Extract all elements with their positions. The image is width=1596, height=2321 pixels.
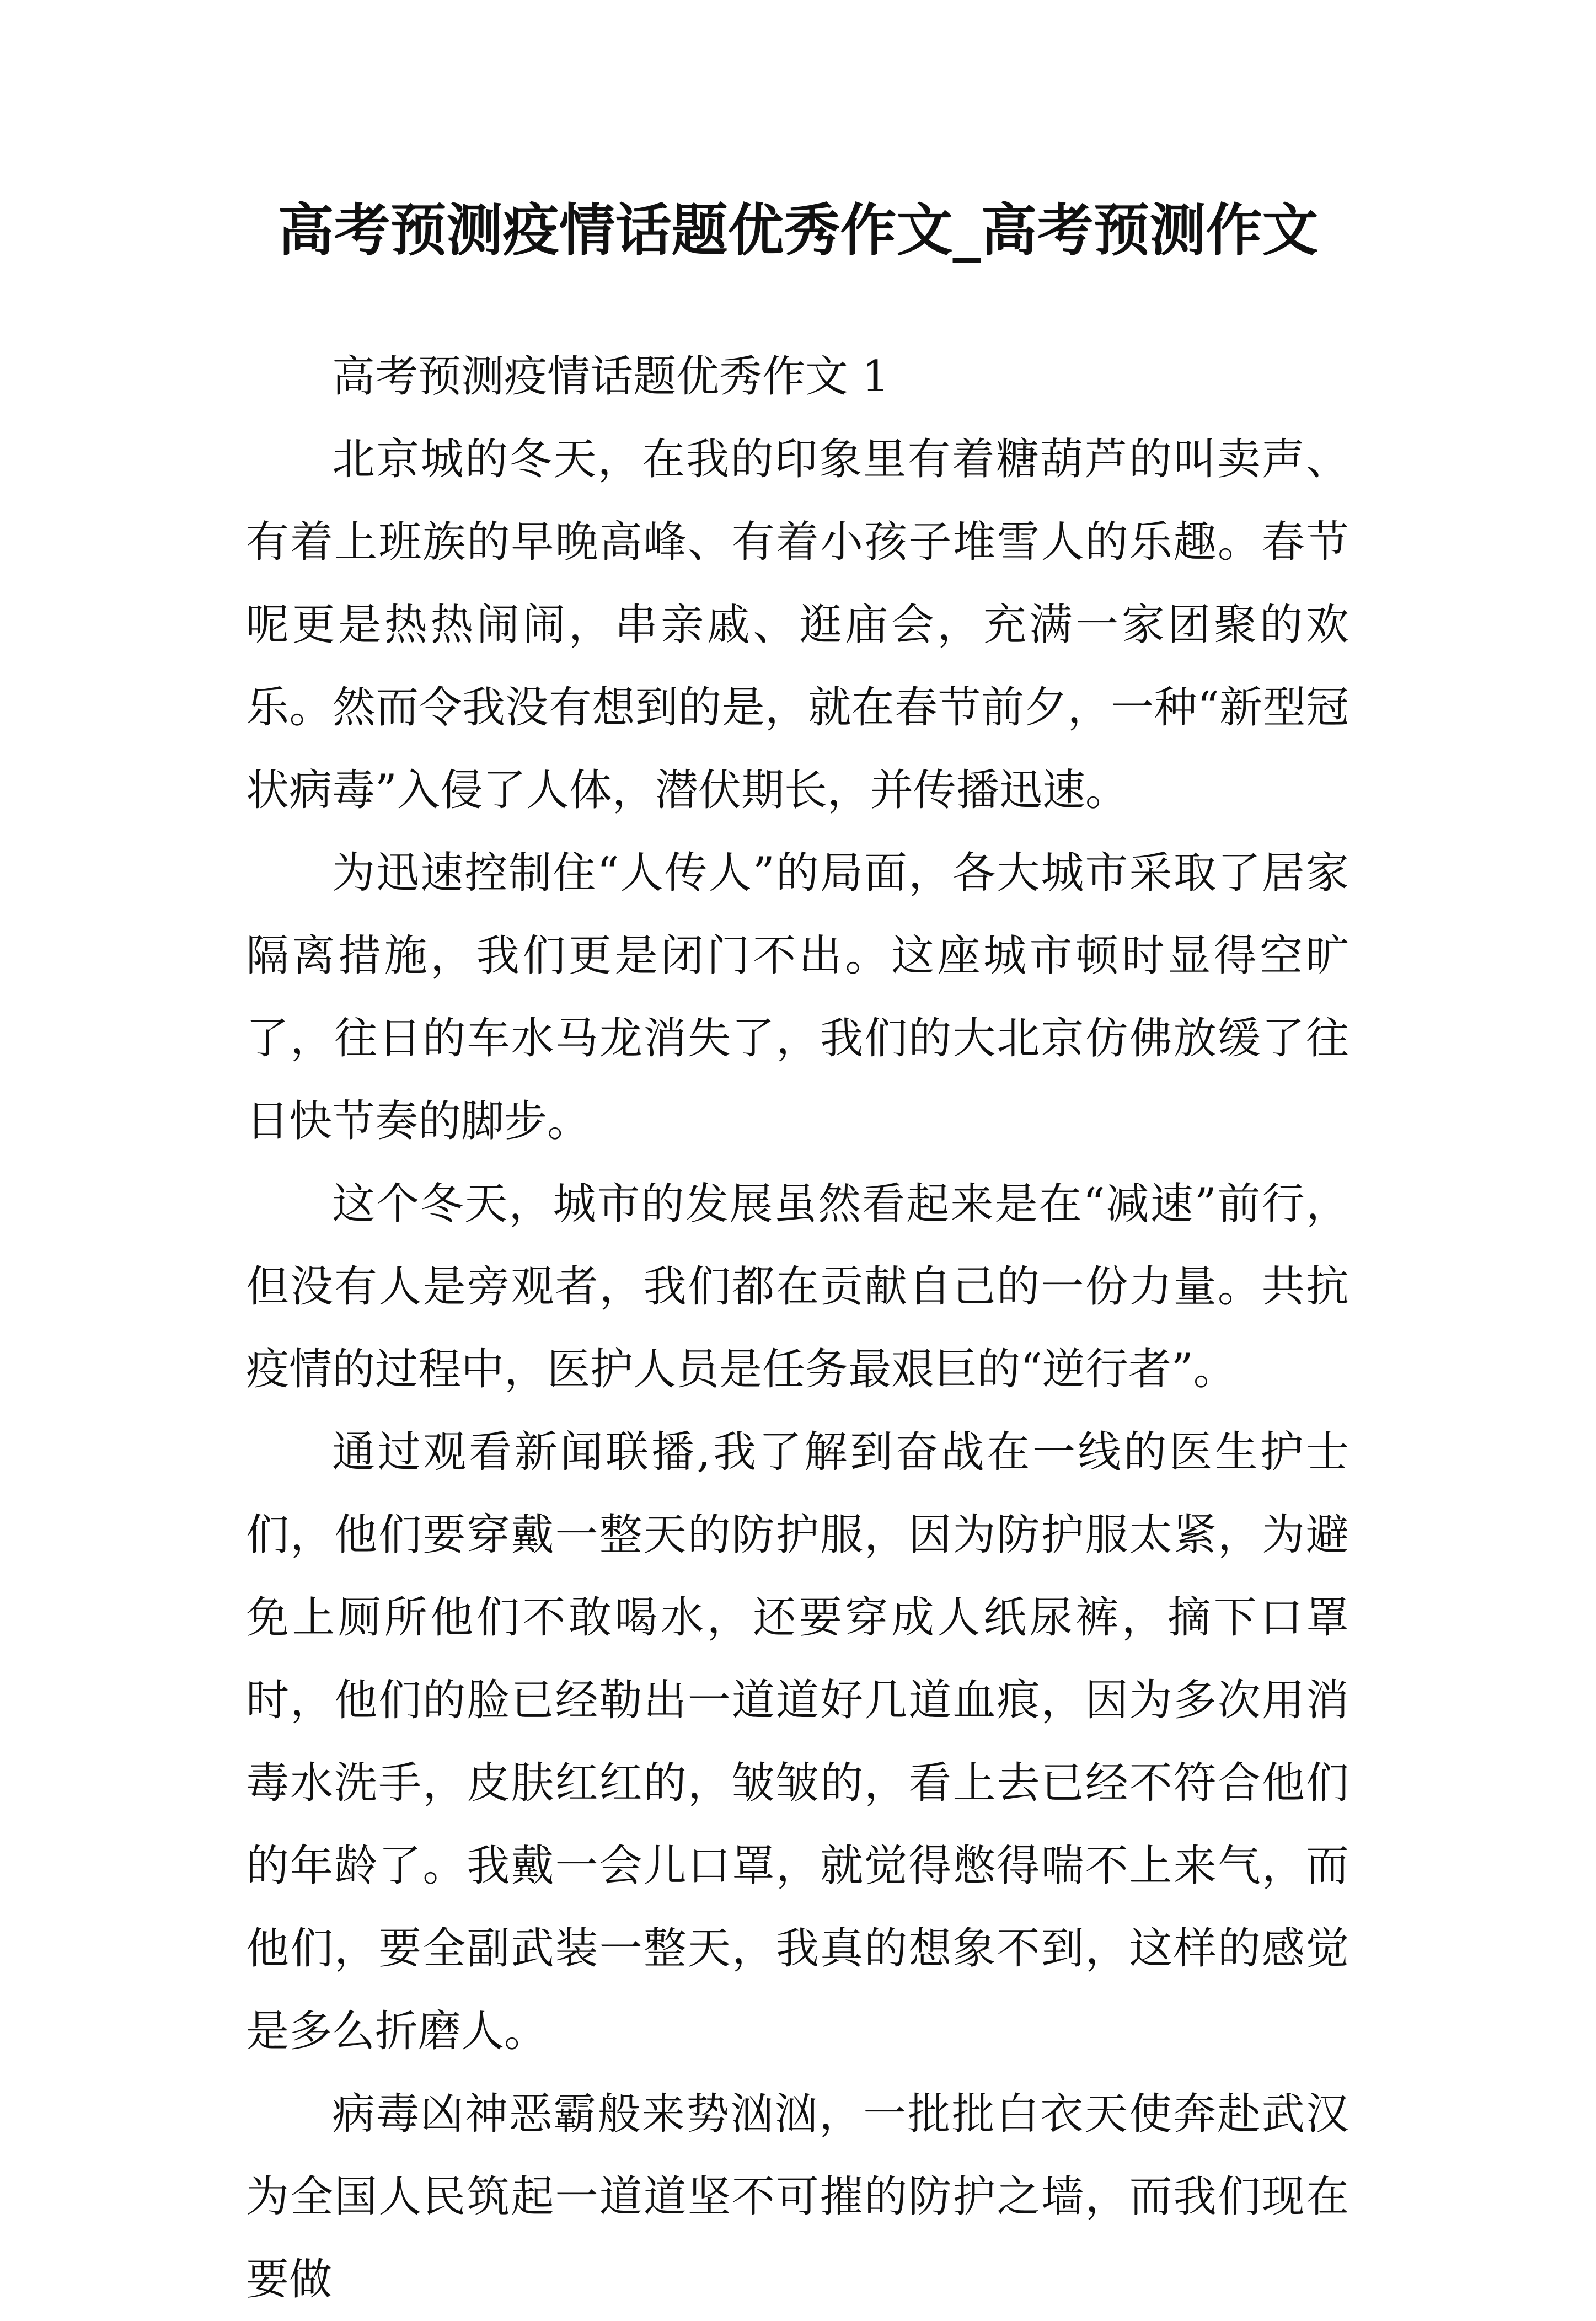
paragraph-2: 为迅速控制住“人传人”的局面，各大城市采取了居家隔离措施，我们更是闭门不出。这座城市顿时显得空旷了，往日的车水马龙消失了，我们的大北京仿佛放缓了往日快节奏的脚步。 (246, 848, 1349, 1146)
document-title: 高考预测疫情话题优秀作文_高考预测作文 (277, 197, 1319, 264)
section-heading: 高考预测疫情话题优秀作文 1 (332, 352, 890, 402)
paragraph-4: 通过观看新闻联播,我了解到奋战在一线的医生护士们，他们要穿戴一整天的防护服，因为防护服太紧，为避免上厕所他们不敢喝水，还要穿成人纸尿裤，摘下口罩时，他们的脸已经勒出一道道好几道血痕，因为多次用消毒水洗手，皮肤红红的，皱皱的，看上去已经不符合他们的年龄了。我戴一会儿口罩，就觉得憋得喘不上来气，而他们，要全副武装一整天，我真的想象不到，这样的感觉是多么折磨人。 (246, 1427, 1349, 2056)
document-body (246, 335, 1349, 2321)
paragraph-3: 这个冬天，城市的发展虽然看起来是在“减速”前行，但没有人是旁观者，我们都在贡献自己的一份力量。共抗疫情的过程中，医护人员是任务最艰巨的“逆行者”。 (246, 1179, 1349, 1394)
paragraph-1: 北京城的冬天，在我的印象里有着糖葫芦的叫卖声、有着上班族的早晚高峰、有着小孩子堆雪人的乐趣。春节呢更是热热闹闹，串亲戚、逛庙会，充满一家团聚的欢乐。然而令我没有想到的是，就在春节前夕，一种“新型冠状病毒”入侵了人体，潜伏期长，并传播迅速。 (246, 435, 1349, 815)
paragraph-5: 病毒凶神恶霸般来势汹汹，一批批白衣天使奔赴武汉为全国人民筑起一道道坚不可摧的防护之墙，而我们现在要做 (246, 2089, 1349, 2304)
